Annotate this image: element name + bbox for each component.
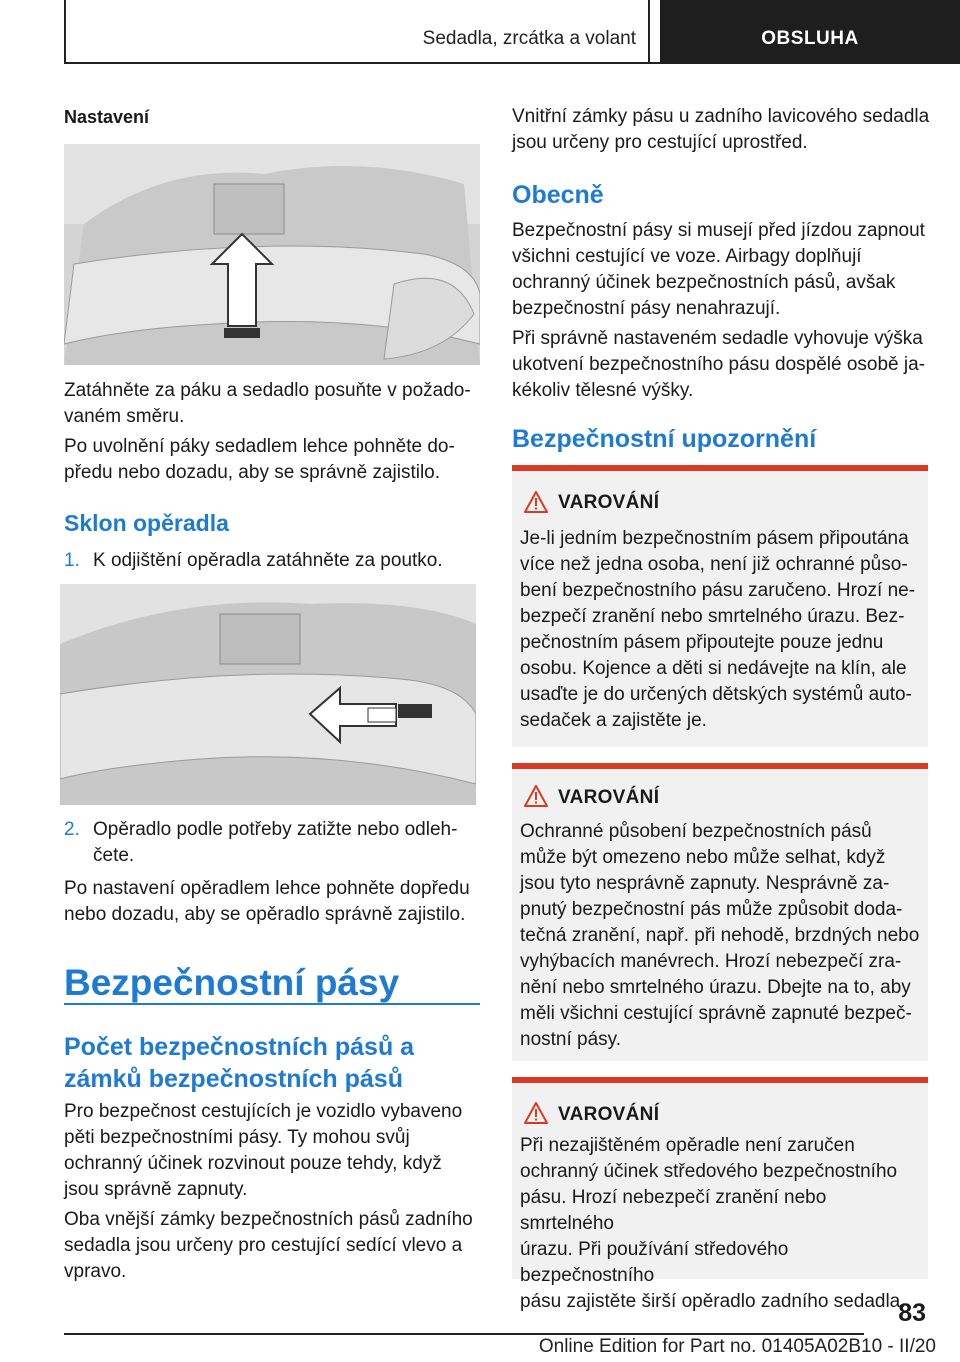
warning-title: VAROVÁNÍ xyxy=(558,787,660,808)
text-line: jsou tyto nesprávně zapnuty. Nesprávně za- xyxy=(520,873,890,894)
header-chapter-tab xyxy=(660,0,960,64)
adjust-paragraph-2 xyxy=(64,434,480,486)
text-line: osobu. Kojence a děti si nedávejte na klín, ale xyxy=(520,658,907,679)
text-line: měli všichni cestující správně zapnuté bezpeč- xyxy=(520,1003,912,1024)
text-line: Opěradlo podle potřeby zatižte nebo odleh- xyxy=(93,819,458,840)
backrest-illustration xyxy=(60,584,476,805)
page-number: 83 xyxy=(898,1299,926,1327)
belts-heading: Bezpečnostní pásy xyxy=(64,962,400,1003)
heading-line: zámků bezpečnostních pásů xyxy=(64,1065,403,1093)
text-line: Bezpečnostní pásy si musejí před jízdou zapnout xyxy=(512,220,925,241)
text-line: pásu. Hrozí nebezpečí zranění nebo smrtelného xyxy=(520,1187,827,1234)
belts-heading-rule xyxy=(64,1003,480,1005)
seat-adjust-illustration xyxy=(64,144,480,365)
step-1-text: K odjištění opěradla zatáhněte za poutko. xyxy=(93,550,443,571)
text-line: Při nezajištěném opěradle není zaručen xyxy=(520,1135,855,1156)
tilt-heading: Sklon opěradla xyxy=(64,510,229,536)
text-line: Vnitřní zámky pásu u zadního lavicového sedadla xyxy=(512,106,930,127)
text-line: ochranný účinek bezpečnostních pásů, avšak xyxy=(512,272,896,293)
text-line: nebo dozadu, aby se opěradlo správně zajistilo. xyxy=(64,904,466,925)
warning-text xyxy=(520,1133,924,1315)
text-line: tečná zranění, např. při nehodě, brzdných nebo xyxy=(520,925,920,946)
text-line: předu nebo dozadu, aby se správně zajistilo. xyxy=(64,462,441,483)
text-line: sedaček a zajistěte je. xyxy=(520,710,707,731)
safety-heading: Bezpečnostní upozornění xyxy=(512,425,817,453)
tilt-paragraph xyxy=(64,876,480,928)
footer-rule xyxy=(64,1333,864,1335)
count-paragraph-1 xyxy=(64,1099,484,1203)
text-line: sedadla jsou určeny pro cestující sedící vlevo a xyxy=(64,1235,463,1256)
text-line: úrazu. Při používání středového bezpečnostního xyxy=(520,1239,789,1286)
text-line: bezpečnostní pásy nenahrazují. xyxy=(512,298,781,319)
text-line: pnutý bezpečnostní pás může způsobit doda- xyxy=(520,899,903,920)
header-mid-rule xyxy=(648,0,650,64)
warning-top-bar xyxy=(512,1077,928,1083)
text-line: nění nebo smrtelného úrazu. Dbejte na to, aby xyxy=(520,977,911,998)
backrest-image xyxy=(60,584,476,805)
warning-title: VAROVÁNÍ xyxy=(558,492,660,513)
text-line: Po nastavení opěradlem lehce pohněte dopředu xyxy=(64,878,470,899)
header-chapter-label: OBSLUHA xyxy=(761,28,859,49)
header-section-title: Sedadla, zrcátka a volant xyxy=(422,28,636,49)
general-paragraph-1 xyxy=(512,218,932,322)
warning-box xyxy=(512,763,928,1061)
text-line: vyhýbacích manévrech. Hrozí nebezpečí zra- xyxy=(520,951,902,972)
text-line: ochranný účinek rozvinout pouze tehdy, když xyxy=(64,1153,442,1174)
seat-adjust-image xyxy=(64,144,480,365)
warning-top-bar xyxy=(512,465,928,471)
text-line: může být omezeno nebo může selhat, když xyxy=(520,847,886,868)
warning-text xyxy=(520,819,924,1053)
step-1-number: 1. xyxy=(64,550,80,571)
general-paragraph-2 xyxy=(512,326,932,404)
adjust-heading: Nastavení xyxy=(64,107,150,127)
text-line: Ochranné působení bezpečnostních pásů xyxy=(520,821,872,842)
text-line: kékoliv tělesné výšky. xyxy=(512,380,694,401)
text-line: usaďte je do určených dětských systémů auto- xyxy=(520,684,912,705)
inner-paragraph xyxy=(512,104,932,156)
warning-title: VAROVÁNÍ xyxy=(558,1104,660,1125)
text-line: jsou správně zapnuty. xyxy=(64,1179,248,1200)
text-line: čete. xyxy=(93,845,135,866)
text-line: pečnostním pásem připoutejte pouze jednu xyxy=(520,632,884,653)
step-2-text xyxy=(93,817,483,869)
header-bottom-rule xyxy=(64,62,660,64)
text-line: jsou určeny pro cestující uprostřed. xyxy=(512,132,808,153)
warning-triangle-icon xyxy=(524,785,548,807)
adjust-paragraph-1 xyxy=(64,378,480,430)
step-2-number: 2. xyxy=(64,819,80,840)
text-line: více než jedna osoba, není již ochranné půso- xyxy=(520,554,908,575)
count-heading xyxy=(64,1031,480,1095)
text-line: všichni cestující ve voze. Airbagy doplňují xyxy=(512,246,862,267)
text-line: ochranný účinek středového bezpečnostního xyxy=(520,1161,898,1182)
header-left-rule xyxy=(64,0,66,64)
text-line: pásu zajistěte širší opěradlo zadního sedadla. xyxy=(520,1291,906,1312)
warning-text xyxy=(520,526,924,734)
general-heading: Obecně xyxy=(512,181,604,209)
text-line: Při správně nastaveném sedadle vyhovuje výška xyxy=(512,328,923,349)
text-line: bení bezpečnostního pásu zaručeno. Hrozí ne- xyxy=(520,580,916,601)
text-line: nostní pásy. xyxy=(520,1029,622,1050)
warning-triangle-icon xyxy=(524,1102,548,1124)
text-line: Po uvolnění páky sedadlem lehce pohněte do- xyxy=(64,436,455,457)
warning-box xyxy=(512,465,928,747)
text-line: Je-li jedním bezpečnostním pásem připoutána xyxy=(520,528,909,549)
text-line: bezpečí zranění nebo smrtelného úrazu. Bez- xyxy=(520,606,905,627)
text-line: Zatáhněte za páku a sedadlo posuňte v požado- xyxy=(64,380,471,401)
text-line: Oba vnější zámky bezpečnostních pásů zadního xyxy=(64,1209,473,1230)
text-line: vpravo. xyxy=(64,1261,127,1282)
text-line: ukotvení bezpečnostního pásu dospělé osobě ja- xyxy=(512,354,926,375)
warning-box xyxy=(512,1077,928,1312)
warning-top-bar xyxy=(512,763,928,769)
heading-line: Počet bezpečnostních pásů a xyxy=(64,1033,415,1061)
warning-triangle-icon xyxy=(524,491,548,513)
footer-edition: Online Edition for Part no. 01405A02B10 - II/20 xyxy=(538,1336,936,1357)
text-line: pěti bezpečnostními pásy. Ty mohou svůj xyxy=(64,1127,410,1148)
count-paragraph-2 xyxy=(64,1207,484,1285)
text-line: vaném směru. xyxy=(64,406,185,427)
text-line: Pro bezpečnost cestujících je vozidlo vybaveno xyxy=(64,1101,463,1122)
